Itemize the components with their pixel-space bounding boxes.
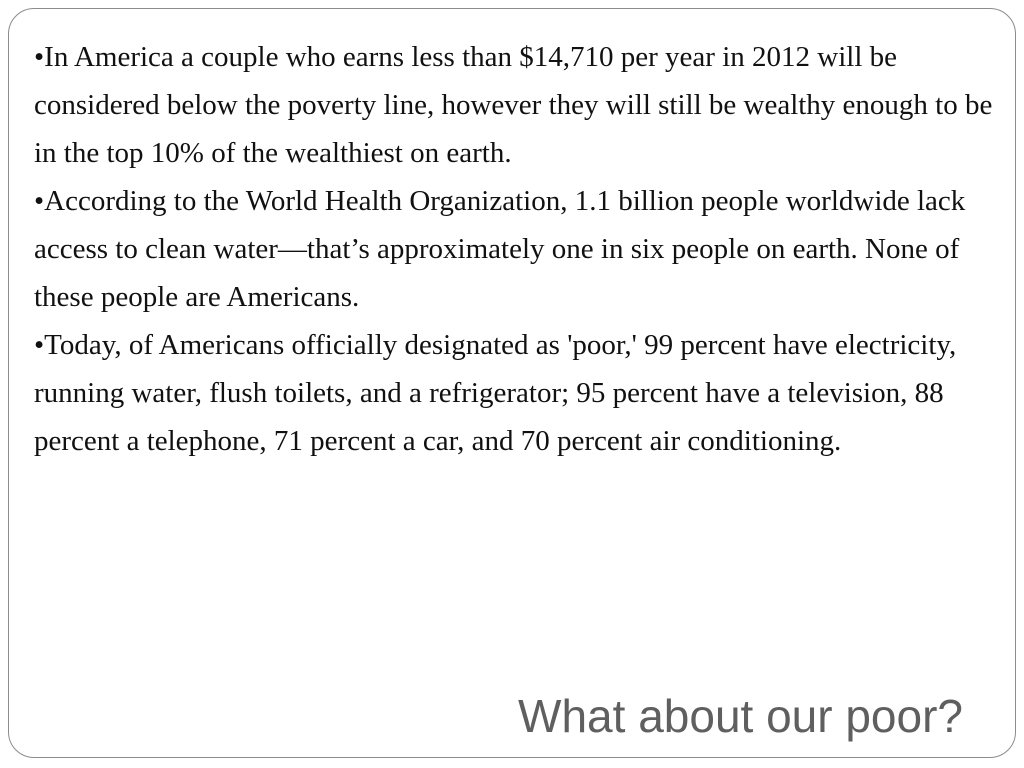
bullet-item-clean-water	[34, 177, 996, 321]
bullet-list	[34, 33, 996, 465]
bullet-text: According to the World Health Organization, 1.1 billion people worldwide lack access to clean water—that’s approximately one in six people on earth. None of these people are Americans.	[34, 185, 966, 313]
bullet-icon: •	[34, 41, 45, 73]
bullet-text: In America a couple who earns less than $14,710 per year in 2012 will be considered below the poverty line, however they will still be wealthy enough to be in the top 10% of the wealthiest on earth.	[34, 41, 993, 169]
slide-frame	[8, 8, 1016, 758]
bullet-item-amenities	[34, 321, 996, 465]
bullet-text: Today, of Americans officially designated as 'poor,' 99 percent have electricity, running water, flush toilets, and a refrigerator; 95 percent have a television, 88 percent a telephone, 71 percent a car, and 70 percent air conditioning.	[34, 329, 957, 457]
bullet-icon: •	[34, 185, 45, 217]
slide-title: What about our poor?	[518, 690, 963, 742]
bullet-icon: •	[34, 329, 45, 361]
bullet-item-poverty-line	[34, 33, 996, 177]
